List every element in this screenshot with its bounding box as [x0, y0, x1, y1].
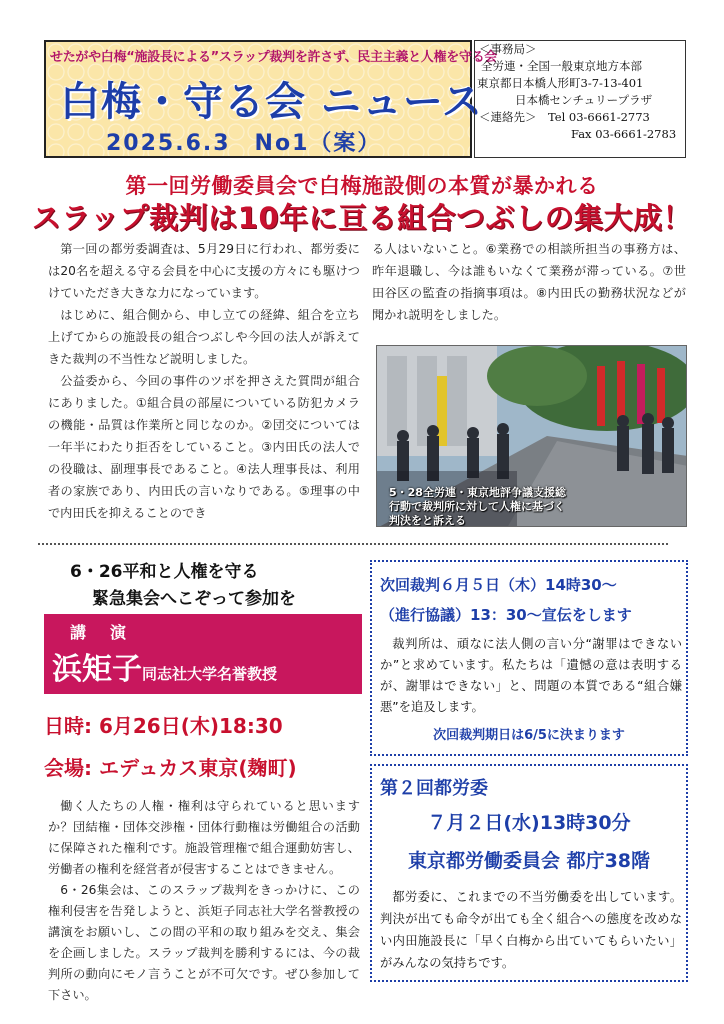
masthead-subtitle: せたがや白梅“施設長による”スラップ裁判を許さず、民主主義と人権を守る会: [50, 50, 497, 65]
section-divider: [38, 543, 668, 545]
office-org: 全労連・全国一般東京地方本部: [481, 59, 642, 73]
demonstration-photo: [376, 345, 687, 527]
event-datetime: 日時: 6月26日(木)18:30: [44, 714, 283, 738]
office-tel: Tel 03-6661-2773: [548, 110, 650, 124]
commission-heading: 第２回都労委: [380, 778, 488, 799]
lecture-banner: [44, 614, 362, 694]
photo-caption: 5・28全労連・東京地評争議支援総 行動で裁判所に対して人権に基づく 判決をと訴える: [389, 486, 566, 527]
article-paragraph: 第一回の都労委調査は、5月29日に行われ、都労委には20名を超える守る会員を中心に支援の方々にも駆けつけていただき大きな力になっています。: [48, 242, 360, 300]
trial-body: 裁判所は、頑なに法人側の言い分“謝罪はできないか”と求めています。私たちは「遺憾の意は表明するが、謝罪はできない」と、問題の本質である“組合嫌悪”を追及します。: [380, 637, 682, 714]
office-fax: Fax 03-6661-2783: [571, 127, 677, 141]
article-paragraph: はじめに、組合側から、申し立ての経緯、組合を立ち上げてからの施設長の組合つぶしや今回の法人が訴えてきた裁判の不当性など説明しました。: [48, 308, 360, 366]
event-title-line2: 緊急集会へこぞって参加を: [92, 589, 296, 609]
office-contact-label: ＜連絡先＞ Tel 03-6661-2773: [479, 110, 650, 124]
trial-heading: 次回裁判６月５日（木）14時30～: [380, 576, 617, 594]
issue-date: 2025.6.3 No1（案）: [106, 131, 382, 156]
speaker: [52, 644, 277, 688]
headline-main: スラップ裁判は10年に亘る組合つぶしの集大成！: [31, 201, 693, 235]
trial-footer: 次回裁判期日は6/5に決まります: [433, 728, 625, 743]
headline-primary: 第一回労働委員会で白梅施設側の本質が暴かれる: [125, 174, 599, 198]
office-label: ＜事務局＞: [479, 42, 537, 56]
event-paragraph: 6・26集会は、このスラップ裁判をきっかけに、この権利侵害を告発しようと、浜矩子同志社大学名誉教授の講演をお願いし、この間の平和の取り組みを交え、集会を企画しました。スラップ裁判を勝利するには、今の裁判所の動向にモノ言うことが不可欠です。ぜひ参加して下さい。: [48, 883, 360, 1002]
commission-location: 東京都労働委員会 都庁38階: [407, 850, 651, 872]
article-left-column: [48, 238, 360, 524]
event-paragraph: 働く人たちの人権・権利は守られていると思いますか？団結権・団体交渉権・団体行動権は労働組合の活動に保障された権利です。施設管理権で組合運動妨害し、労働者の権利を経営者が侵害することはできません。: [48, 799, 360, 876]
speaker-name: 浜矩子: [52, 652, 142, 687]
article-paragraph: 公益委から、今回の事件のツボを押さえた質問が組合にありました。①組合員の部屋についている防犯カメラの機能・品質は作業所と同じなのか。②団交については一年半にわたり拒否をしていること。③内田氏の法人での役職は、副理事長であること。④法人理事長は、利用者の家族であり、内田氏の言いなりである。⑤理事の中で内田氏を抑えることのでき: [48, 374, 360, 520]
event-description: [48, 796, 360, 1006]
lecture-label: 講 演: [70, 623, 131, 642]
speaker-title: 同志社大学名誉教授: [142, 665, 278, 683]
masthead: [44, 40, 497, 158]
masthead-title: 白梅・守る会 ニュース: [60, 79, 483, 125]
commission-date: ７月２日(水)13時30分: [427, 812, 631, 834]
article-right-column: [372, 238, 686, 326]
event-venue: 会場: エデュカス東京(麹町): [44, 756, 297, 780]
labor-commission-box: [370, 764, 688, 982]
office-address2: 日本橋センチュリープラザ: [515, 93, 653, 107]
event-title-line1: 6・26平和と人権を守る: [70, 562, 259, 582]
office-info: [474, 40, 686, 158]
office-address1: 東京都日本橋人形町3-7-13-401: [477, 76, 644, 90]
trial-subheading: （進行協議）13：30～宣伝をします: [380, 606, 632, 624]
next-trial-box: [370, 560, 688, 756]
commission-body: 都労委に、これまでの不当労働委を出しています。判決が出ても命令が出ても全く組合への態度を改めない内田施設長に「早く白梅から出ていてもらいたい」がみんなの気持ちです。: [380, 890, 682, 970]
article-paragraph: る人はいないこと。⑥業務での相談所担当の事務方は、昨年退職し、今は誰もいなくて業務が滞っている。⑦世田谷区の監査の指摘事項は。⑧内田氏の勤務状況などが聞かれ説明をしました。: [372, 242, 686, 322]
